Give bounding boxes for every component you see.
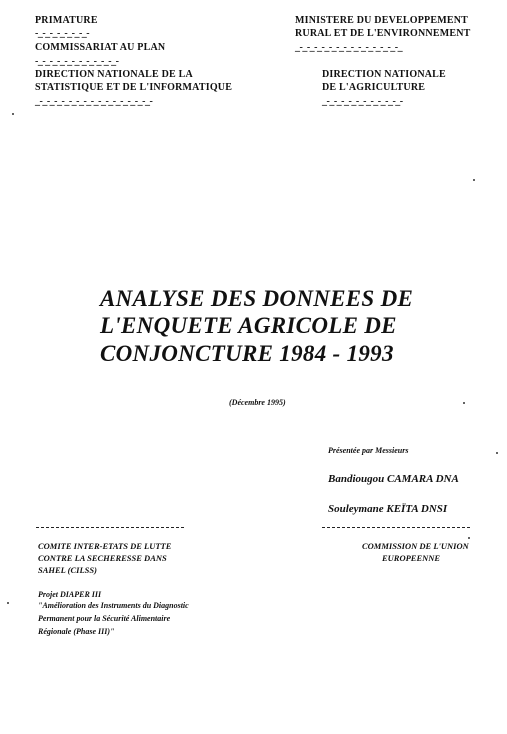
scan-speck <box>468 537 470 539</box>
org-cilss-line3: SAHEL (CILSS) <box>38 565 97 575</box>
header-direction-statistique: DIRECTION NATIONALE DE LA <box>35 69 193 80</box>
header-direction-statistique-2: STATISTIQUE ET DE L'INFORMATIQUE <box>35 82 233 93</box>
scan-speck <box>496 452 498 454</box>
document-date: (Décembre 1995) <box>229 398 286 407</box>
separator-line-right <box>322 527 470 528</box>
header-divider: _-_-_-_-_-_-_-_-_-_-_-_-_-_-_ <box>295 42 403 53</box>
project-name: Projet DIAPER III <box>38 590 102 599</box>
header-divider: -_-_-_-_-_-_-_- <box>35 28 90 39</box>
author-2: Souleymane KEÏTA DNSI <box>328 503 448 515</box>
author-1: Bandiougou CAMARA DNA <box>328 473 459 485</box>
header-direction-agriculture-2: DE L'AGRICULTURE <box>322 82 426 93</box>
project-description-line1: "Amélioration des Instruments du Diagnostic <box>38 601 189 610</box>
header-primature: PRIMATURE <box>35 15 98 26</box>
header-ministere-2: RURAL ET DE L'ENVIRONNEMENT <box>295 28 471 39</box>
scan-speck <box>12 113 14 115</box>
header-divider: -_-_-_-_-_-_-_-_-_-_-_- <box>35 56 119 67</box>
separator-line-left <box>36 527 184 528</box>
org-ue-line2: EUROPEENNE <box>382 553 441 563</box>
org-cilss-line1: COMITE INTER-ETATS DE LUTTE <box>38 541 172 551</box>
org-ue-line1: COMMISSION DE L'UNION <box>362 541 469 551</box>
document-title-line2: L'ENQUETE AGRICOLE DE <box>100 313 397 338</box>
project-description-line3: Régionale (Phase III)" <box>38 627 115 636</box>
header-direction-agriculture: DIRECTION NATIONALE <box>322 69 446 80</box>
header-divider: _-_-_-_-_-_-_-_-_-_-_-_-_-_-_-_- <box>35 96 153 107</box>
document-title-line1: ANALYSE DES DONNEES DE <box>100 286 414 311</box>
project-description-line2: Permanent pour la Sécurité Alimentaire <box>38 614 171 623</box>
header-ministere: MINISTERE DU DEVELOPPEMENT <box>295 15 468 26</box>
header-commissariat: COMMISSARIAT AU PLAN <box>35 42 166 53</box>
header-divider: _-_-_-_-_-_-_-_-_-_-_- <box>322 96 403 107</box>
scan-speck <box>463 402 465 404</box>
document-title-line3: CONJONCTURE 1984 - 1993 <box>100 341 394 366</box>
org-cilss-line2: CONTRE LA SECHERESSE DANS <box>38 553 167 563</box>
presented-by: Présentée par Messieurs <box>328 446 409 455</box>
scan-speck <box>473 179 475 181</box>
scan-speck <box>7 602 9 604</box>
